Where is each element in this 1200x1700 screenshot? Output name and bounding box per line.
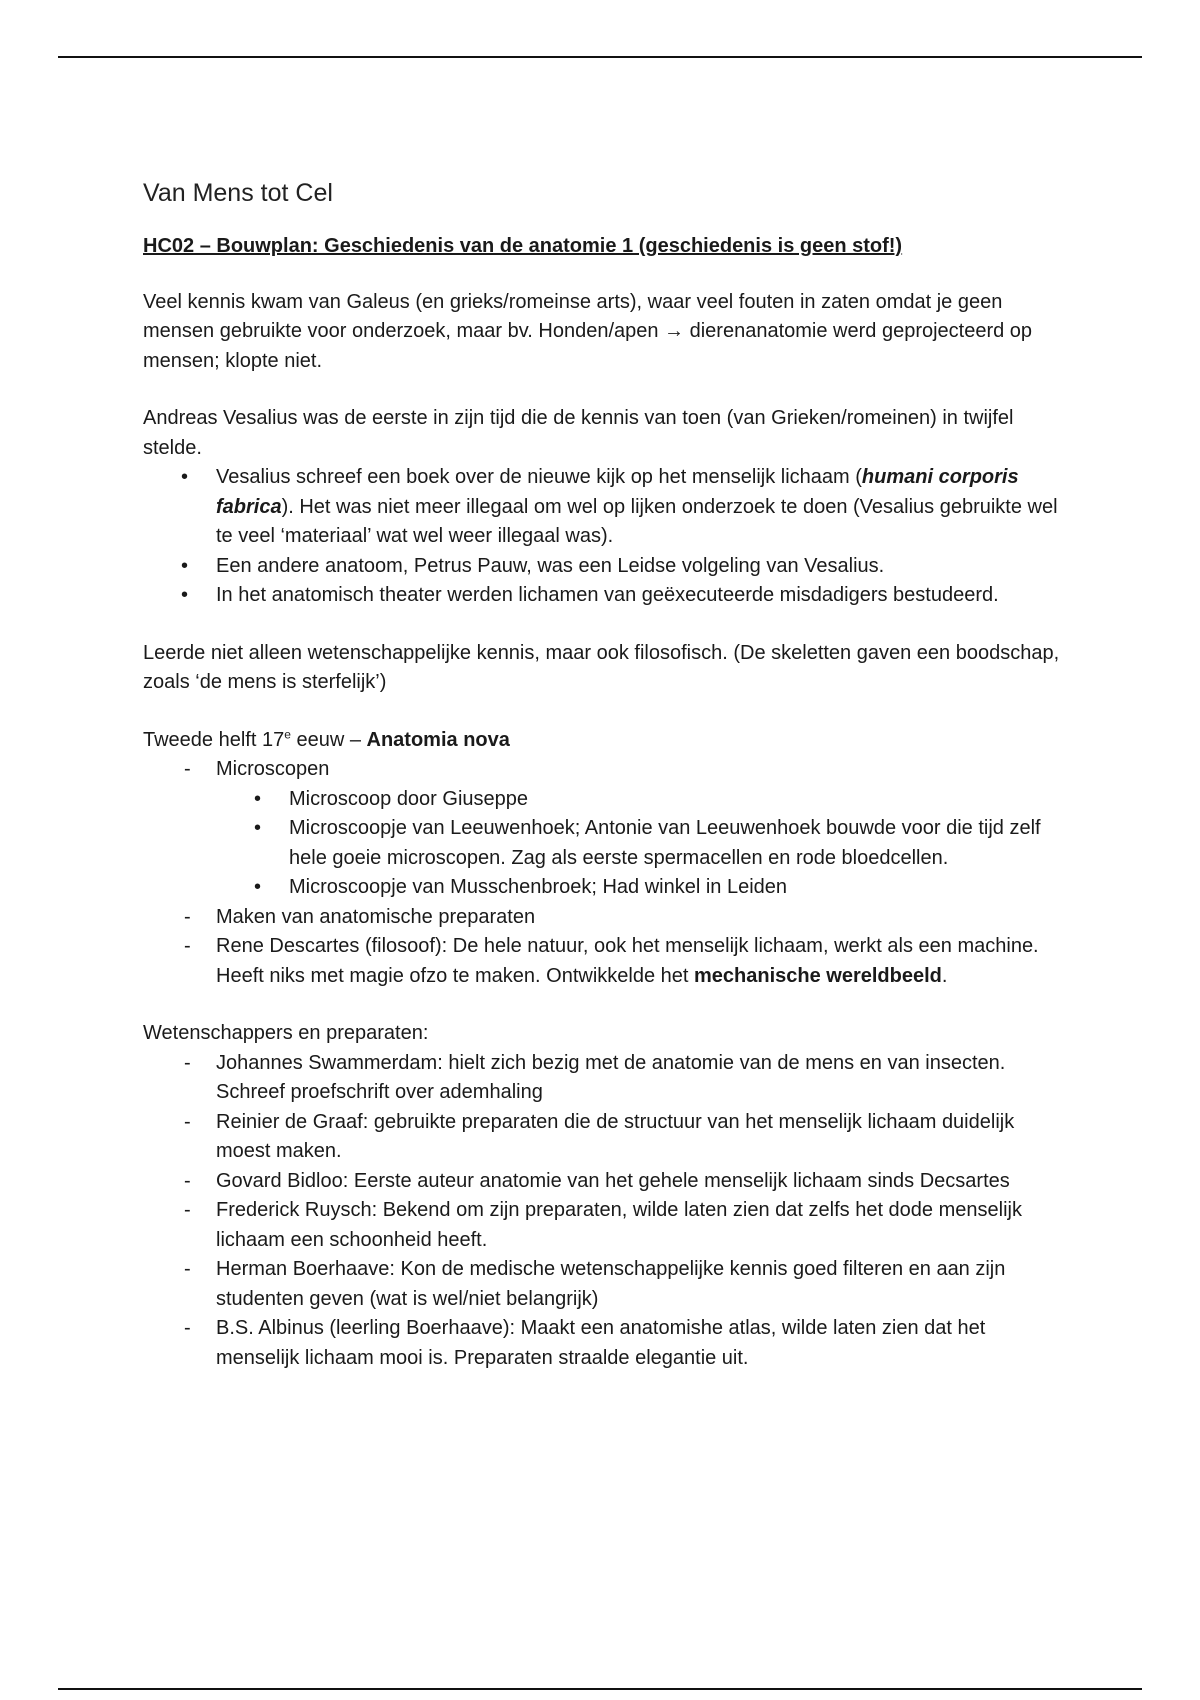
paragraph-vesalius: Andreas Vesalius was de eerste in zijn tijd die de kennis van toen (van Grieken/romeinen) in twijfel stelde.: [143, 407, 1014, 459]
header-rule: [58, 56, 1142, 58]
list-item: • Microscoopje van Leeuwenhoek; Antonie van Leeuwenhoek bouwde voor die tijd zelf hele goeie microscopen. Zag als eerste spermacellen en rode bloedcellen.: [143, 814, 1063, 873]
list-item: - Govard Bidloo: Eerste auteur anatomie van het gehele menselijk lichaam sinds Decsartes: [143, 1167, 1063, 1197]
wetenschappers-list: [143, 1049, 1063, 1374]
document-title: Van Mens tot Cel: [143, 179, 333, 207]
vesalius-list: [143, 463, 1063, 611]
section-anatomia-nova-intro: Tweede helft 17e eeuw – Anatomia nova: [143, 726, 510, 751]
footer-rule: [58, 1688, 1142, 1690]
document-body: [143, 178, 1063, 1373]
lecture-heading: HC02 – Bouwplan: Geschiedenis van de anatomie 1 (geschiedenis is geen stof!): [143, 235, 903, 257]
list-item: - Microscopen • Microscoop door Giuseppe • Microscoopje van Leeuwenhoek; Antonie van Leeuwenhoek bouwde voor die tijd zelf hele goeie microscopen. Zag als eerste spermacellen en rode bloedcellen. • Microscoopje van Musschenbroek; Had winkel in Leiden: [143, 755, 1063, 903]
list-item: - B.S. Albinus (leerling Boerhaave): Maakt een anatomishe atlas, wilde laten zien dat het menselijk lichaam mooi is. Preparaten straalde elegantie uit.: [143, 1314, 1063, 1373]
list-item: - Frederick Ruysch: Bekend om zijn preparaten, wilde laten zien dat zelfs het dode menselijk lichaam een schoonheid heeft.: [143, 1196, 1063, 1255]
paragraph-galeus: Veel kennis kwam van Galeus (en grieks/romeinse arts), waar veel fouten in zaten omdat je geen mensen gebruikte voor onderzoek, maar bv. Honden/apen → dierenanatomie werd geprojecteerd op mensen; klopte niet.: [143, 290, 1033, 372]
list-item: - Maken van anatomische preparaten: [143, 903, 1063, 933]
list-item: • Microscoop door Giuseppe: [143, 785, 1063, 815]
microscopen-list: [143, 785, 1063, 903]
section-wetenschappers-intro: Wetenschappers en preparaten:: [143, 1022, 429, 1044]
list-item: • In het anatomisch theater werden lichamen van geëxecuteerde misdadigers bestudeerd.: [143, 581, 1063, 611]
list-item: - Herman Boerhaave: Kon de medische wetenschappelijke kennis goed filteren en aan zijn studenten geven (wat is wel/niet belangrijk): [143, 1255, 1063, 1314]
paragraph-filosofisch: Leerde niet alleen wetenschappelijke kennis, maar ook filosofisch. (De skeletten gaven een boodschap, zoals ‘de mens is sterfelijk’): [143, 641, 1060, 693]
list-item: • Vesalius schreef een boek over de nieuwe kijk op het menselijk lichaam (humani corporis fabrica). Het was niet meer illegaal om wel op lijken onderzoek te doen (Vesalius gebruikte wel te veel ‘materiaal’ wat wel weer illegaal was).: [143, 463, 1063, 552]
list-item: - Rene Descartes (filosoof): De hele natuur, ook het menselijk lichaam, werkt als een machine. Heeft niks met magie ofzo te maken. Ontwikkelde het mechanische wereldbeeld.: [143, 932, 1063, 991]
list-item: - Reinier de Graaf: gebruikte preparaten die de structuur van het menselijk lichaam duidelijk moest maken.: [143, 1108, 1063, 1167]
list-item: - Johannes Swammerdam: hielt zich bezig met de anatomie van de mens en van insecten. Schreef proefschrift over ademhaling: [143, 1049, 1063, 1108]
anatomia-nova-list: [143, 755, 1063, 991]
list-item: • Microscoopje van Musschenbroek; Had winkel in Leiden: [143, 873, 1063, 903]
list-item: • Een andere anatoom, Petrus Pauw, was een Leidse volgeling van Vesalius.: [143, 552, 1063, 582]
